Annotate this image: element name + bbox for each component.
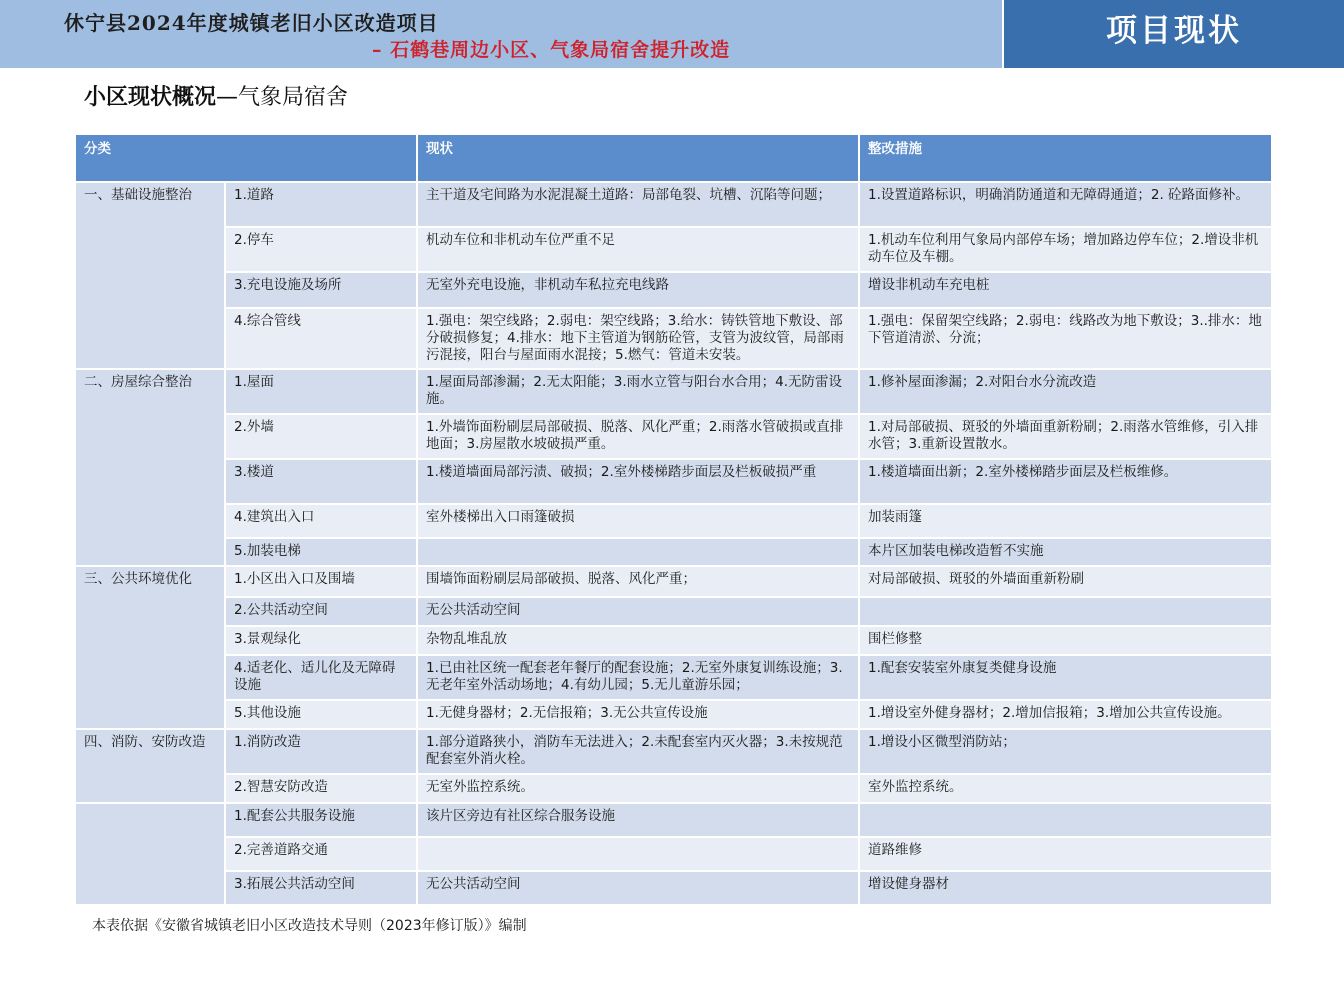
table-row: [75, 655, 1272, 700]
status-cell: 1.已由社区统一配套老年餐厅的配套设施；2.无室外康复训练设施；3.无老年室外活动场地；4.有幼儿园；5.无儿童游乐园；: [417, 655, 859, 700]
status-cell: [417, 837, 859, 871]
status-cell: 该片区旁边有社区综合服务设施: [417, 803, 859, 837]
column-header-category: 分类: [75, 134, 417, 182]
item-cell: 5.加装电梯: [225, 538, 417, 566]
status-table: [74, 133, 1273, 906]
status-cell: 无室外充电设施，非机动车私拉充电线路: [417, 272, 859, 308]
item-cell: 4.综合管线: [225, 308, 417, 369]
section-banner: [1004, 0, 1344, 68]
item-cell: 1.配套公共服务设施: [225, 803, 417, 837]
table-row: [75, 459, 1272, 504]
section-label: 项目现状: [1106, 13, 1242, 49]
category-cell: [75, 803, 225, 905]
category-cell: 三、公共环境优化: [75, 566, 225, 729]
category-cell: 四、消防、安防改造: [75, 729, 225, 803]
measure-cell: 增设非机动车充电桩: [859, 272, 1272, 308]
measure-cell: 1.楼道墙面出新；2.室外楼梯踏步面层及栏板维修。: [859, 459, 1272, 504]
item-cell: 2.智慧安防改造: [225, 774, 417, 803]
table-row: [75, 774, 1272, 803]
measure-cell: 1.强电：保留架空线路；2.弱电：线路改为地下敷设；3..排水：地下管道清淤、分流；: [859, 308, 1272, 369]
measure-cell: 1.增设小区微型消防站；: [859, 729, 1272, 774]
measure-cell: 围栏修整: [859, 626, 1272, 655]
status-cell: 1.部分道路狭小，消防车无法进入；2.未配套室内灭火器；3.未按规范配套室外消火栓。: [417, 729, 859, 774]
status-cell: [417, 538, 859, 566]
status-cell: 1.无健身器材；2.无信报箱；3.无公共宣传设施: [417, 700, 859, 729]
measure-cell: 对局部破损、斑驳的外墙面重新粉刷: [859, 566, 1272, 597]
measure-cell: 道路维修: [859, 837, 1272, 871]
table-row: [75, 414, 1272, 459]
status-cell: 1.强电：架空线路；2.弱电：架空线路；3.给水：铸铁管地下敷设、部分破损修复；4.排水：地下主管道为钢筋砼管，支管为波纹管，局部雨污混接，阳台与屋面雨水混接；5.燃气：管道未安装。: [417, 308, 859, 369]
page-heading: [84, 80, 348, 111]
table-row: [75, 729, 1272, 774]
measure-cell: 1.配套安装室外康复类健身设施: [859, 655, 1272, 700]
measure-cell: 1.增设室外健身器材；2.增加信报箱；3.增加公共宣传设施。: [859, 700, 1272, 729]
table-row: [75, 182, 1272, 227]
measure-cell: 加装雨篷: [859, 504, 1272, 538]
item-cell: 4.适老化、适儿化及无障碍设施: [225, 655, 417, 700]
column-header-measure: 整改措施: [859, 134, 1272, 182]
table-row: [75, 538, 1272, 566]
item-cell: 3.景观绿化: [225, 626, 417, 655]
item-cell: 3.拓展公共活动空间: [225, 871, 417, 905]
status-cell: 无公共活动空间: [417, 597, 859, 626]
item-cell: 2.外墙: [225, 414, 417, 459]
project-title: 休宁县2024年度城镇老旧小区改造项目: [64, 11, 439, 35]
item-cell: 1.屋面: [225, 369, 417, 414]
status-cell: 1.外墙饰面粉刷层局部破损、脱落、风化严重；2.雨落水管破损或直排地面；3.房屋散水坡破损严重。: [417, 414, 859, 459]
item-cell: 5.其他设施: [225, 700, 417, 729]
item-cell: 2.停车: [225, 227, 417, 272]
project-subtitle: – 石鹤巷周边小区、气象局宿舍提升改造: [372, 39, 731, 61]
status-cell: 杂物乱堆乱放: [417, 626, 859, 655]
table-row: [75, 566, 1272, 597]
table-row: [75, 227, 1272, 272]
item-cell: 3.楼道: [225, 459, 417, 504]
page-heading-rest: —气象局宿舍: [216, 85, 349, 110]
status-cell: 无室外监控系统。: [417, 774, 859, 803]
table-row: [75, 871, 1272, 905]
table-row: [75, 803, 1272, 837]
item-cell: 3.充电设施及场所: [225, 272, 417, 308]
item-cell: 1.道路: [225, 182, 417, 227]
measure-cell: 1.机动车位利用气象局内部停车场；增加路边停车位；2.增设非机动车位及车棚。: [859, 227, 1272, 272]
item-cell: 2.完善道路交通: [225, 837, 417, 871]
table-row: [75, 308, 1272, 369]
measure-cell: 1.对局部破损、斑驳的外墙面重新粉刷；2.雨落水管维修，引入排水管；3.重新设置散水。: [859, 414, 1272, 459]
column-header-status: 现状: [417, 134, 859, 182]
measure-cell: 室外监控系统。: [859, 774, 1272, 803]
status-cell: 围墙饰面粉刷层局部破损、脱落、风化严重；: [417, 566, 859, 597]
status-cell: 室外楼梯出入口雨篷破损: [417, 504, 859, 538]
measure-cell: 本片区加装电梯改造暂不实施: [859, 538, 1272, 566]
status-cell: 1.屋面局部渗漏；2.无太阳能；3.雨水立管与阳台水合用；4.无防雷设施。: [417, 369, 859, 414]
measure-cell: [859, 803, 1272, 837]
category-cell: 一、基础设施整治: [75, 182, 225, 369]
status-cell: 机动车位和非机动车位严重不足: [417, 227, 859, 272]
status-table-container: [74, 133, 1271, 906]
table-body: [75, 182, 1272, 905]
table-row: [75, 700, 1272, 729]
page-heading-bold: 小区现状概况: [84, 85, 217, 110]
measure-cell: 增设健身器材: [859, 871, 1272, 905]
item-cell: 2.公共活动空间: [225, 597, 417, 626]
measure-cell: [859, 597, 1272, 626]
table-row: [75, 626, 1272, 655]
measure-cell: 1.修补屋面渗漏；2.对阳台水分流改造: [859, 369, 1272, 414]
item-cell: 4.建筑出入口: [225, 504, 417, 538]
status-cell: 主干道及宅间路为水泥混凝土道路：局部龟裂、坑槽、沉陷等问题；: [417, 182, 859, 227]
table-row: [75, 597, 1272, 626]
table-row: [75, 837, 1272, 871]
footnote: 本表依据《安徽省城镇老旧小区改造技术导则（2023年修订版）》编制: [92, 918, 527, 934]
table-header-row: [75, 134, 1272, 182]
title-banner: [0, 0, 1002, 68]
table-row: [75, 369, 1272, 414]
category-cell: 二、房屋综合整治: [75, 369, 225, 566]
status-cell: 无公共活动空间: [417, 871, 859, 905]
status-cell: 1.楼道墙面局部污渍、破损；2.室外楼梯踏步面层及栏板破损严重: [417, 459, 859, 504]
measure-cell: 1.设置道路标识，明确消防通道和无障碍通道；2. 砼路面修补。: [859, 182, 1272, 227]
item-cell: 1.消防改造: [225, 729, 417, 774]
item-cell: 1.小区出入口及围墙: [225, 566, 417, 597]
table-row: [75, 504, 1272, 538]
table-row: [75, 272, 1272, 308]
